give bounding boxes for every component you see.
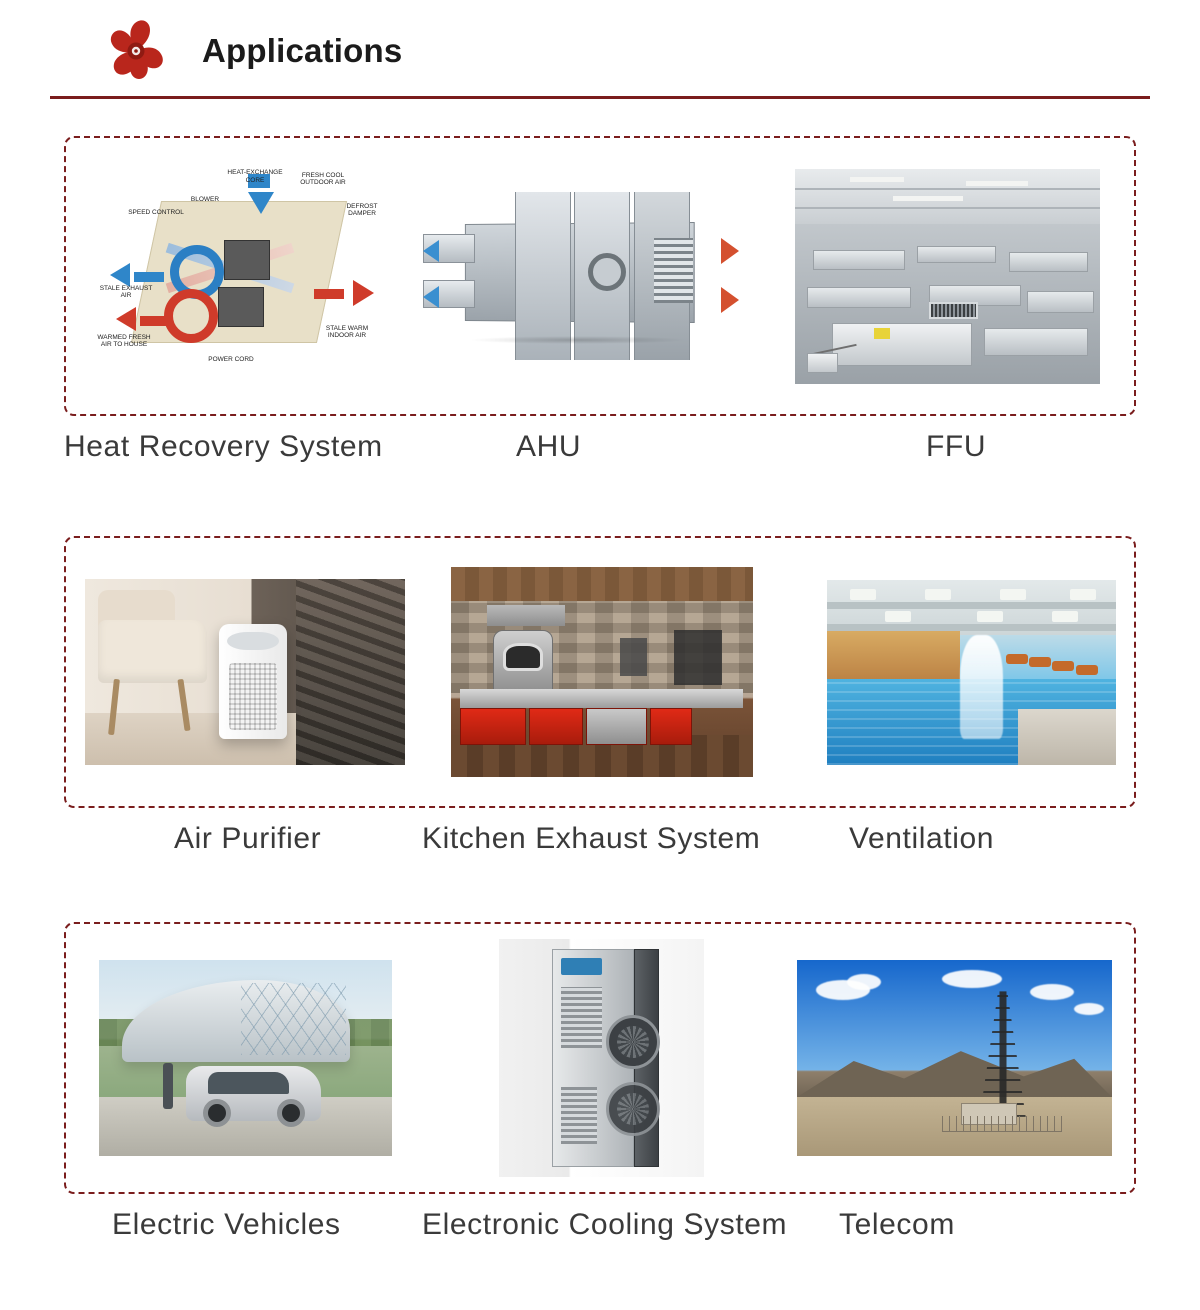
cell-telecom bbox=[779, 924, 1134, 1192]
caption-ahu: AHU bbox=[516, 430, 582, 463]
row-1-captions bbox=[64, 430, 1136, 464]
caption-kitchen-exhaust-system: Kitchen Exhaust System bbox=[422, 822, 761, 855]
caption-air-purifier: Air Purifier bbox=[174, 822, 322, 855]
header-divider bbox=[50, 96, 1150, 99]
hrv-label-core: HEAT-EXCHANGE CORE bbox=[227, 169, 283, 184]
application-row-2 bbox=[64, 536, 1136, 856]
cell-electronic-cooling-system bbox=[424, 924, 779, 1192]
ev-charging-station-photo bbox=[99, 960, 392, 1156]
row-2-image-group bbox=[64, 536, 1136, 808]
cell-kitchen-exhaust-system bbox=[424, 538, 779, 806]
caption-ffu: FFU bbox=[926, 430, 987, 463]
cell-ventilation bbox=[779, 538, 1134, 806]
caption-electric-vehicles: Electric Vehicles bbox=[112, 1208, 341, 1241]
hrv-label-blower: BLOWER bbox=[190, 196, 220, 204]
air-handling-unit-photo bbox=[416, 181, 746, 371]
page-title: Applications bbox=[202, 32, 403, 69]
hrv-label-stale-warm-indoor-air: STALE WARM INDOOR AIR bbox=[325, 324, 369, 340]
caption-heat-recovery-system: Heat Recovery System bbox=[64, 430, 383, 463]
hrv-label-stale-exhaust-air: STALE EXHAUST AIR bbox=[99, 284, 153, 300]
caption-telecom: Telecom bbox=[839, 1208, 955, 1241]
fan-impeller-icon bbox=[100, 15, 172, 87]
row-2-captions bbox=[64, 822, 1136, 856]
hrv-label-warmed-fresh-air: WARMED FRESH AIR TO HOUSE bbox=[97, 333, 151, 349]
cell-ahu bbox=[406, 138, 756, 414]
caption-electronic-cooling-system: Electronic Cooling System bbox=[422, 1208, 788, 1241]
cell-air-purifier bbox=[66, 538, 424, 806]
row-3-image-group bbox=[64, 922, 1136, 1194]
fan-filter-unit-cleanroom-photo bbox=[795, 169, 1100, 384]
cell-ffu bbox=[756, 138, 1116, 414]
hrv-label-defrost-damper: DEFROST DAMPER bbox=[346, 202, 378, 218]
application-row-1 bbox=[64, 136, 1136, 464]
row-1-image-group bbox=[64, 136, 1136, 416]
hrv-label-power-cord: POWER CORD bbox=[208, 355, 254, 363]
cell-heat-recovery-system bbox=[66, 138, 406, 414]
heat-recovery-system-diagram bbox=[92, 165, 392, 387]
application-row-3 bbox=[64, 922, 1136, 1242]
electronic-cooling-cabinet-photo bbox=[499, 939, 704, 1177]
hrv-label-speed-control: SPEED CONTROL bbox=[128, 209, 184, 217]
caption-ventilation: Ventilation bbox=[849, 822, 995, 855]
telecom-tower-photo bbox=[797, 960, 1112, 1156]
air-purifier-room-photo bbox=[85, 579, 405, 765]
page-header bbox=[0, 0, 1200, 88]
hrv-label-fresh-cool-outdoor-air: FRESH COOL OUTDOOR AIR bbox=[300, 171, 346, 187]
cell-electric-vehicles bbox=[66, 924, 424, 1192]
indoor-swimming-pool-photo bbox=[827, 580, 1116, 765]
row-3-captions bbox=[64, 1208, 1136, 1242]
commercial-kitchen-photo bbox=[451, 567, 753, 777]
